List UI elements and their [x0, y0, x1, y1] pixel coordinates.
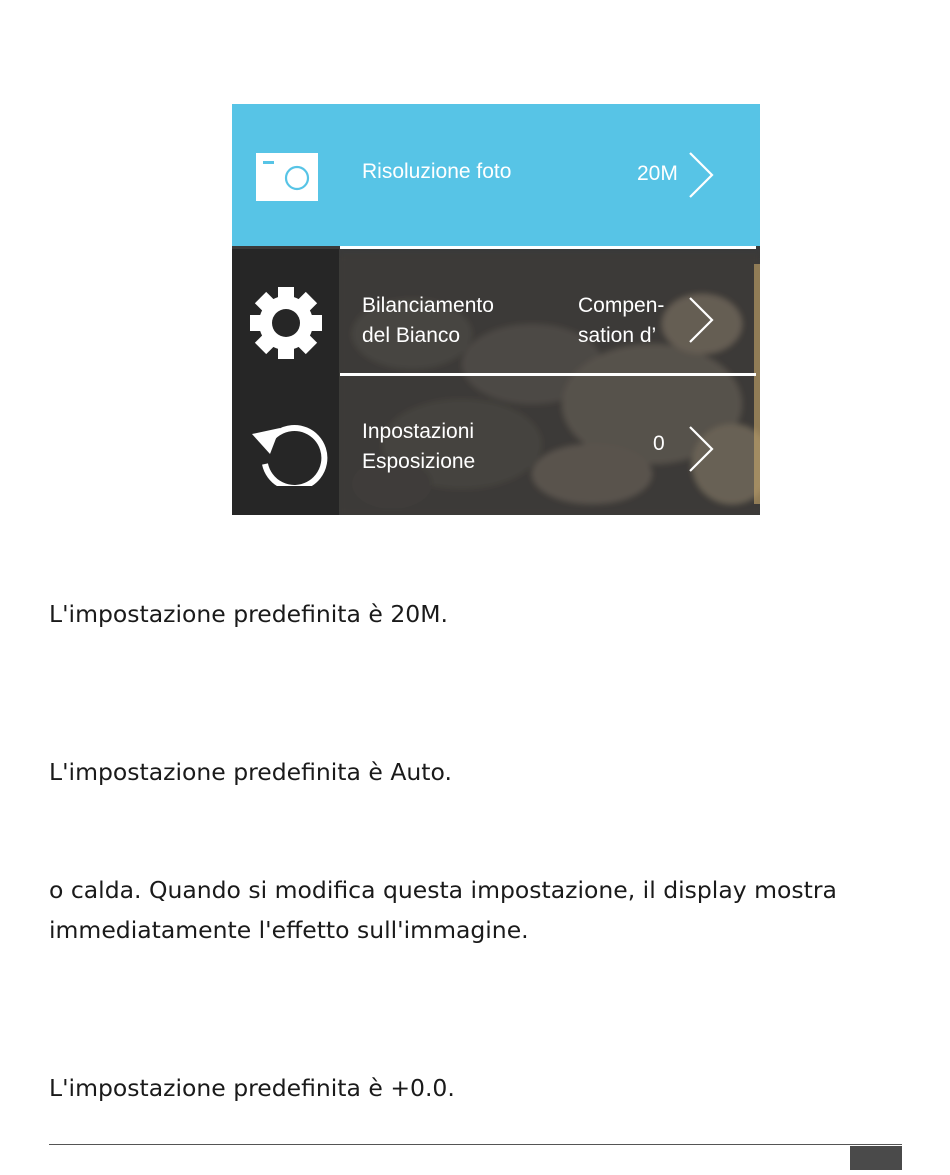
menu-label-exposure: Inpostazioni Esposizione [362, 420, 476, 473]
menu-value-exposure: 0 [653, 432, 665, 455]
paragraph-white-balance-description-line1: o calda. Quando si modifica questa impostazione, il display mostra [49, 876, 837, 904]
reset-arrow-icon [232, 416, 339, 486]
page-number-tab [850, 1146, 902, 1170]
photo-camera-icon [232, 152, 339, 202]
menu-row-photo-resolution[interactable] [232, 104, 760, 246]
chevron-right-icon [685, 424, 715, 474]
menu-label-photo-resolution: Risoluzione foto [362, 160, 512, 183]
camera-menu-screen [232, 104, 760, 515]
gear-icon [232, 287, 339, 359]
paragraph-white-balance-description-line2: immediatamente l'effetto sull'immagine. [49, 916, 529, 944]
chevron-right-icon [685, 150, 715, 200]
menu-row-exposure[interactable] [232, 379, 760, 515]
menu-row-white-balance[interactable] [232, 249, 760, 376]
chevron-right-icon [685, 295, 715, 345]
menu-value-white-balance: Compen- sation d’ [578, 294, 665, 347]
paragraph-default-exposure: L'impostazione predefinita è +0.0. [49, 1074, 455, 1102]
footer-divider [49, 1144, 902, 1145]
menu-value-photo-resolution: 20M [637, 162, 678, 185]
menu-divider [340, 373, 756, 376]
paragraph-default-resolution: L'impostazione predefinita è 20M. [49, 600, 448, 628]
menu-label-white-balance: Bilanciamento del Bianco [362, 294, 494, 347]
paragraph-default-white-balance: L'impostazione predefinita è Auto. [49, 758, 452, 786]
